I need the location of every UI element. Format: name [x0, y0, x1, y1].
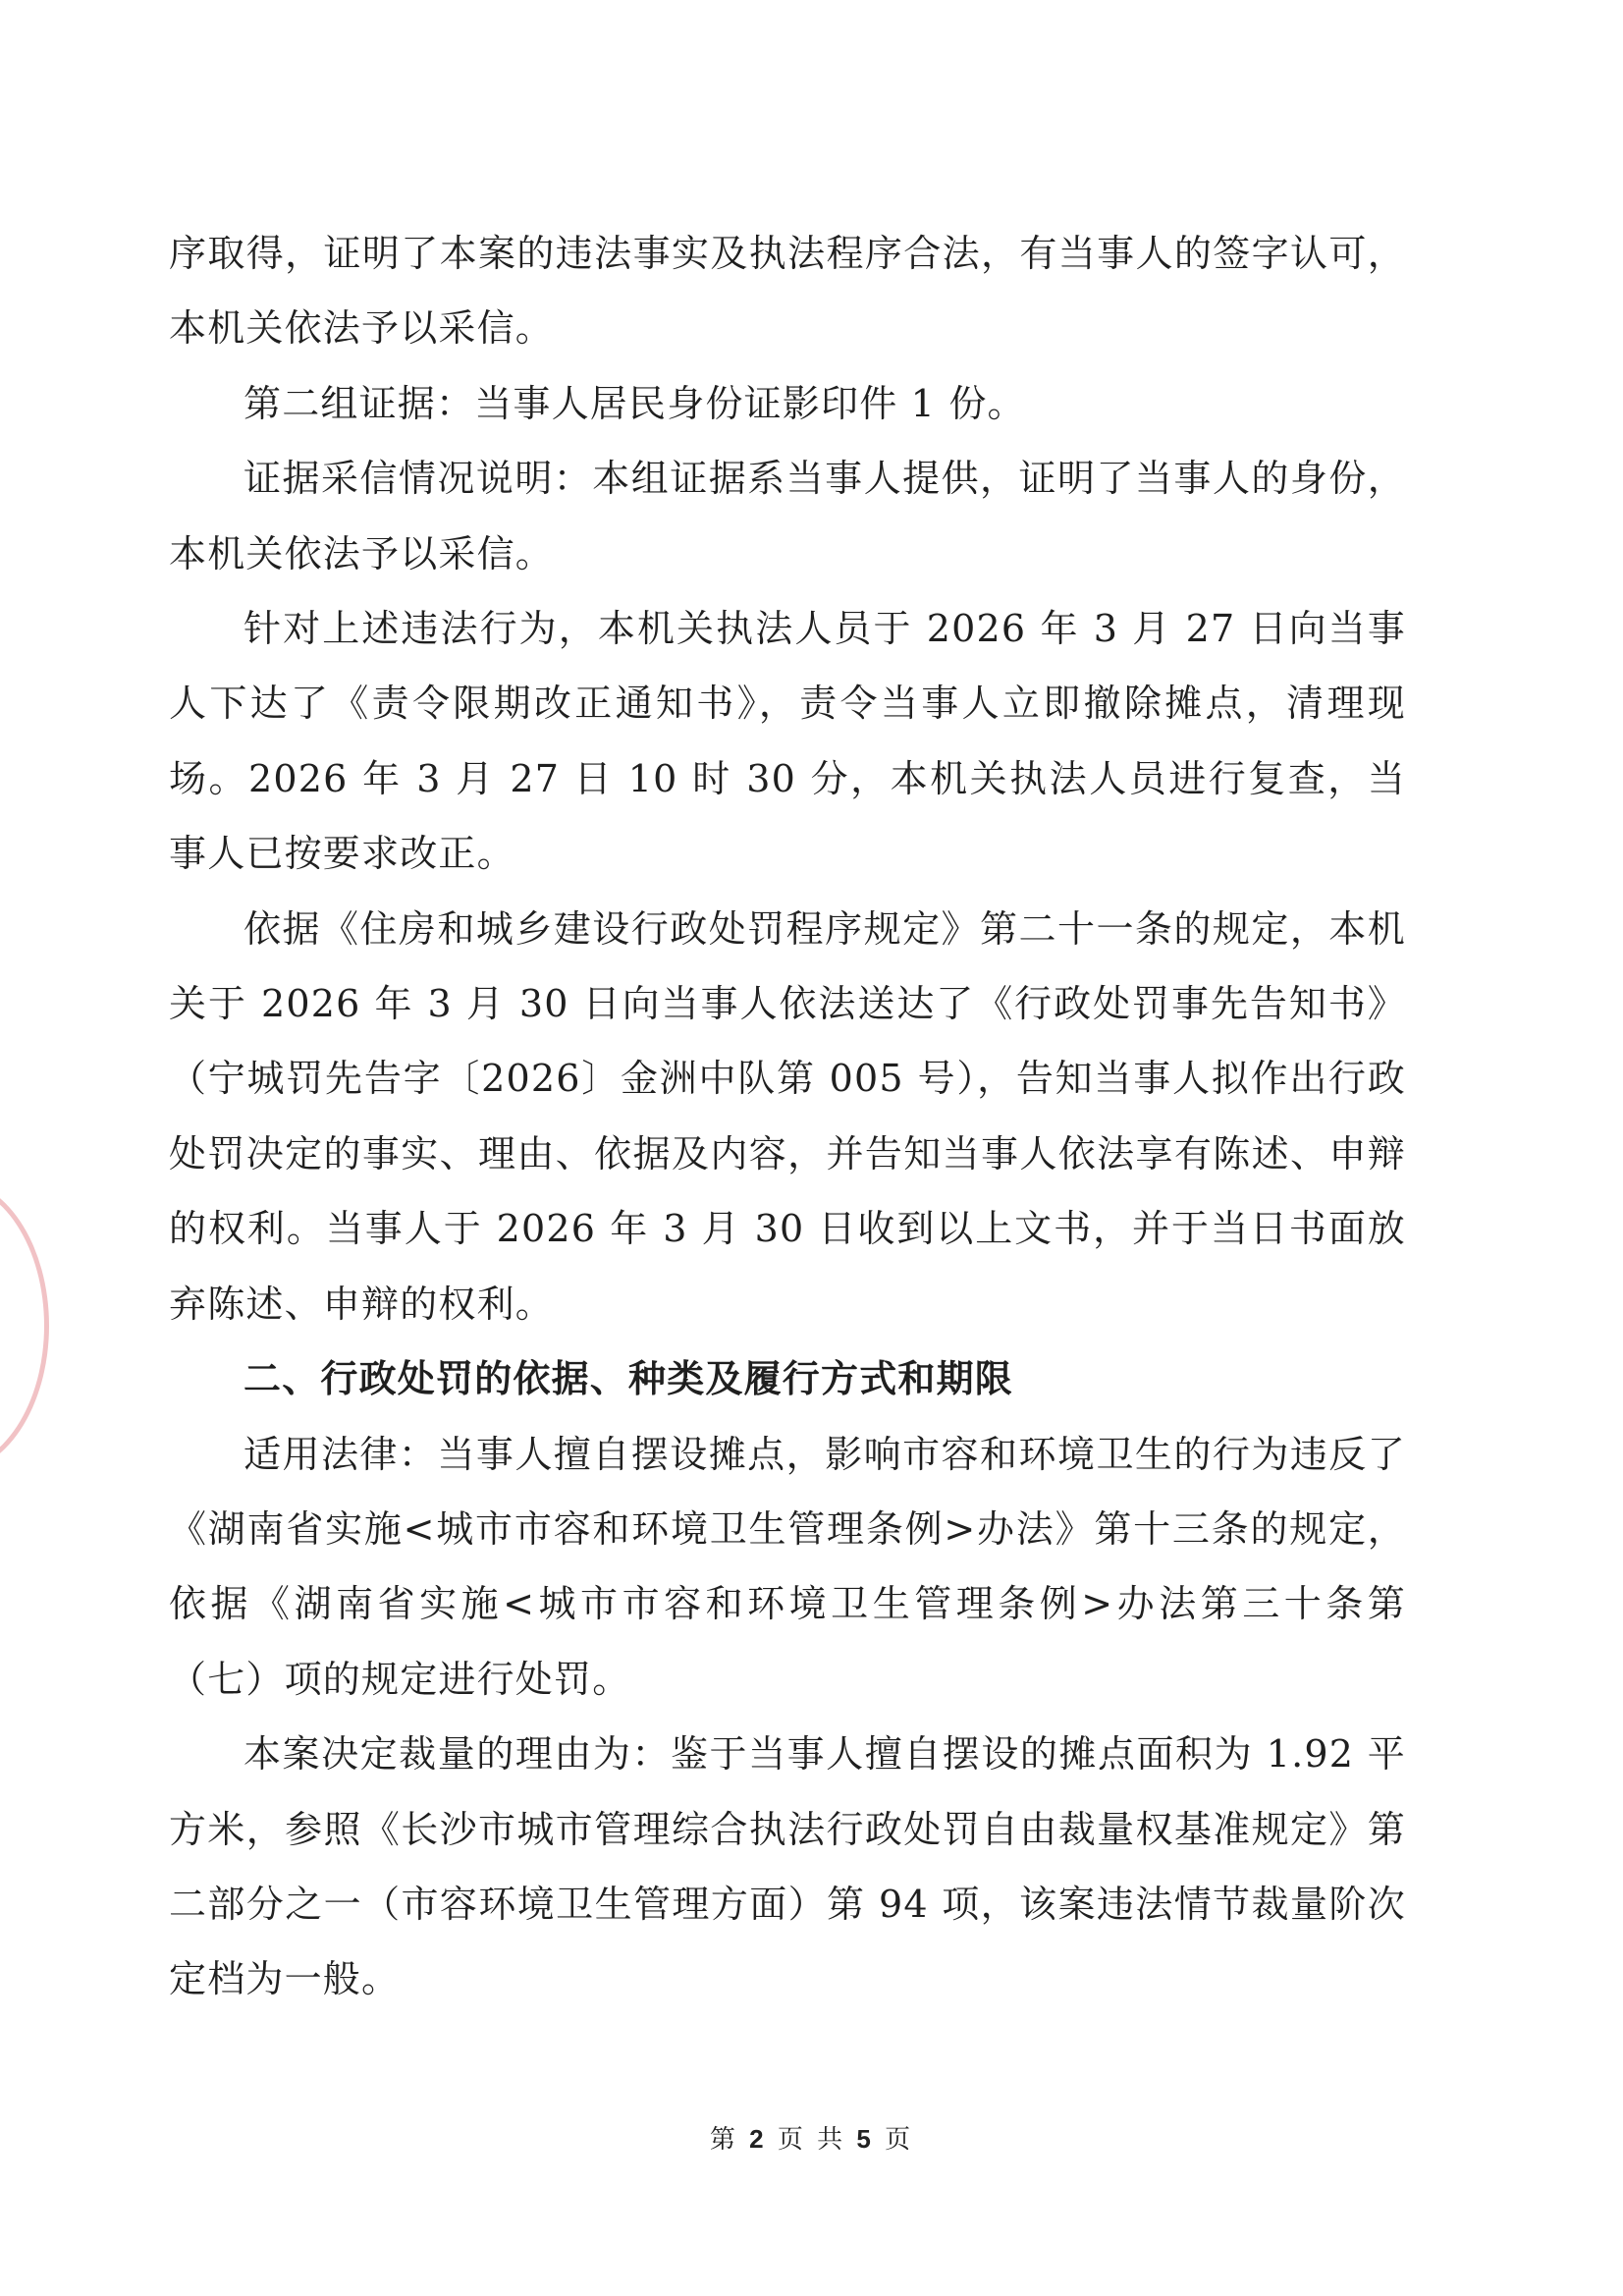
- paragraph-continuation: 序取得，证明了本案的违法事实及执法程序合法，有当事人的签字认可，本机关依法予以采信。: [169, 232, 1406, 351]
- footer-prefix: 第: [709, 2125, 738, 2155]
- seal-stamp-edge: [0, 1178, 49, 1473]
- total-pages-number: 5: [856, 2124, 874, 2154]
- current-page-number: 2: [749, 2124, 767, 2154]
- paragraph-discretion-reason: 本案决定裁量的理由为：鉴于当事人擅自摆设的摊点面积为 1.92 平方米，参照《长沙市城市管理综合执法行政处罚自由裁量权基准规定》第二部分之一（市容环境卫生管理方面）第 94 项，该案违法情节裁量阶次定档为一般。: [169, 1732, 1406, 2001]
- document-body: [169, 216, 1406, 2017]
- paragraph-evidence-explanation: 证据采信情况说明：本组证据系当事人提供，证明了当事人的身份，本机关依法予以采信。: [169, 457, 1406, 575]
- paragraph-correction-order: 针对上述违法行为，本机关执法人员于 2026 年 3 月 27 日向当事人下达了《责令限期改正通知书》，责令当事人立即撤除摊点，清理现场。2026 年 3 月 27 日 10 时 30 分，本机关执法人员进行复查，当事人已按要求改正。: [169, 607, 1406, 876]
- footer-middle: 页 共: [777, 2125, 846, 2155]
- footer-suffix: 页: [885, 2125, 914, 2155]
- paragraph-prior-notice: 依据《住房和城乡建设行政处罚程序规定》第二十一条的规定，本机关于 2026 年 3 月 30 日向当事人依法送达了《行政处罚事先告知书》（宁城罚先告字〔2026〕金洲中队第 005 号），告知当事人拟作出行政处罚决定的事实、理由、依据及内容，并告知当事人依法享有陈述、申辩的权利。当事人于 2026 年 3 月 30 日收到以上文书，并于当日书面放弃陈述、申辩的权利。: [169, 906, 1406, 1326]
- page-footer: [0, 2119, 1623, 2156]
- section-heading: 二、行政处罚的依据、种类及履行方式和期限: [243, 1356, 1014, 1401]
- paragraph-evidence-group-2: 第二组证据：当事人居民身份证影印件 1 份。: [243, 381, 1026, 425]
- paragraph-applicable-law: 适用法律：当事人擅自摆设摊点，影响市容和环境卫生的行为违反了《湖南省实施<城市市容和环境卫生管理条例>办法》第十三条的规定，依据《湖南省实施<城市市容和环境卫生管理条例>办法第三十条第（七）项的规定进行处罚。: [169, 1432, 1406, 1701]
